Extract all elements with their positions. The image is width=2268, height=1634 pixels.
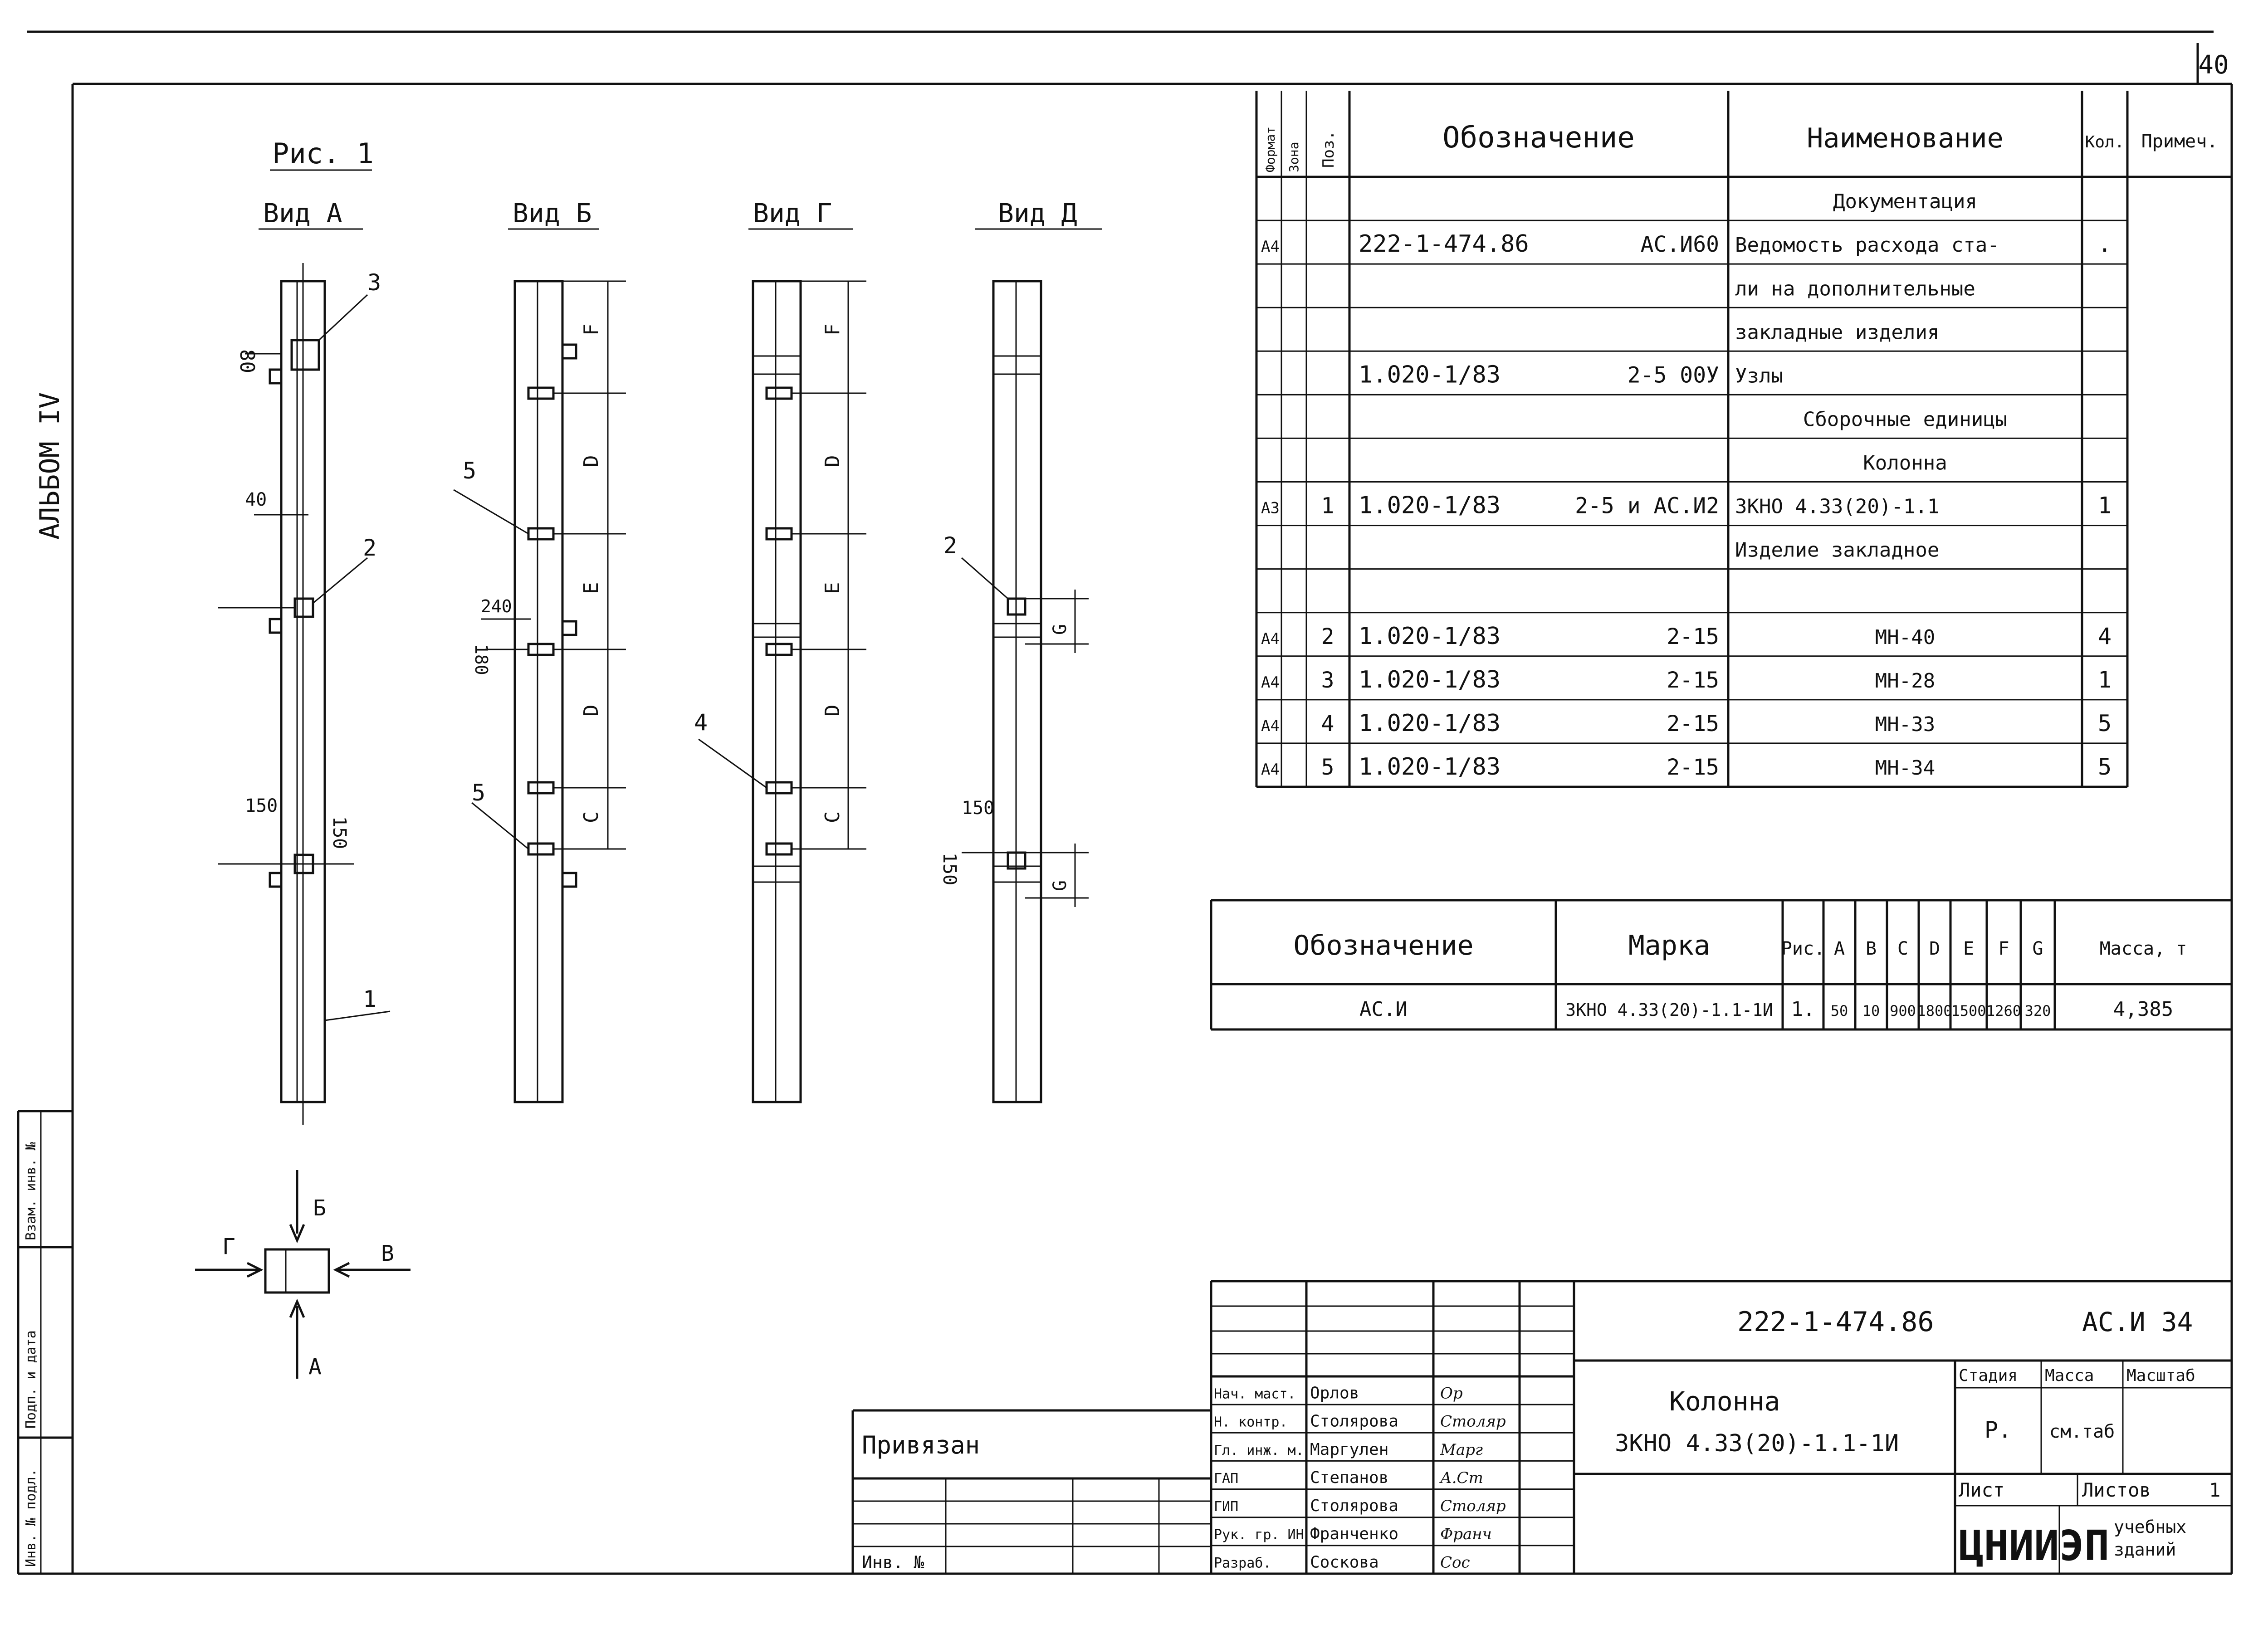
album-label: АЛЬБОМ IV [34, 392, 66, 540]
seg-g-d1: D [821, 455, 844, 467]
side-stamp [18, 1111, 73, 1574]
spec-cell-doc: 2-5 00У [1627, 362, 1719, 388]
seg-g-c: C [821, 811, 844, 823]
spec-cell-format: А4 [1261, 238, 1280, 256]
spec-cell-designation: 1.020-1/83 [1359, 666, 1501, 693]
tb-name: Франченко [1310, 1525, 1399, 1544]
title-sheet-label: Лист [1959, 1479, 2005, 1501]
tb-role: ГАП [1214, 1470, 1239, 1487]
spec-cell-designation: 1.020-1/83 [1359, 361, 1501, 389]
title-sheets: 1 [2209, 1479, 2221, 1501]
seg-d-g1: G [1050, 624, 1070, 635]
title-org-sub1: учебных [2114, 1517, 2187, 1537]
spec-cell-name: Документация [1833, 190, 1977, 214]
marks-value-cell: 50 [1830, 1002, 1848, 1019]
spec-cell-name: Узлы [1735, 364, 1783, 388]
privyazan-inv: Инв. № [862, 1552, 924, 1572]
spec-header-qty: Кол. [2085, 133, 2125, 151]
privyazan-block [853, 1410, 1211, 1574]
title-stage: Р. [1984, 1417, 2012, 1443]
spec-table [1256, 91, 2232, 787]
callout-4: 4 [694, 709, 708, 736]
callout-5-top: 5 [463, 458, 477, 484]
figure-title: Рис. 1 [272, 137, 374, 170]
tb-role: Рук. гр. ИН [1214, 1527, 1304, 1543]
marks-value-cell: АС.И [1359, 998, 1408, 1021]
marks-value-cell: 3КНО 4.33(20)-1.1-1И [1565, 1000, 1773, 1020]
spec-header-pos: Поз. [1320, 131, 1338, 168]
seg-b-f: F [580, 323, 603, 336]
side-stamp-sign-date: Подп. и дата [23, 1330, 39, 1429]
spec-cell-doc: 2-15 [1667, 624, 1719, 649]
marks-header-cell: E [1963, 938, 1975, 959]
column-view-a [218, 263, 390, 1125]
marks-value-cell: 1500 [1951, 1002, 1986, 1019]
tb-name: Степанов [1310, 1468, 1389, 1487]
callout-1: 1 [363, 986, 377, 1012]
marks-header-cell: G [2032, 938, 2043, 959]
title-code: 222-1-474.86 [1737, 1306, 1934, 1338]
dim-150-d1: 150 [962, 798, 995, 819]
tb-name: Маргулен [1310, 1440, 1389, 1459]
seg-g-f: F [821, 323, 844, 336]
seg-b-d2: D [580, 704, 603, 717]
side-stamp-replace: Взам. инв. № [23, 1142, 39, 1240]
tb-role: Н. контр. [1214, 1414, 1288, 1430]
title-org-sub2: зданий [2114, 1540, 2176, 1560]
arrow-label-b: Б [313, 1195, 326, 1221]
seg-b-c: C [580, 811, 603, 823]
seg-b-d1: D [580, 455, 603, 467]
spec-header-name: Наименование [1807, 122, 2004, 154]
spec-cell-pos: 5 [1321, 755, 1334, 780]
marks-header-cell: B [1865, 938, 1877, 959]
marks-header-cell: Обозначение [1293, 930, 1474, 961]
privyazan-label: Привязан [862, 1431, 980, 1459]
seg-g-d2: D [821, 704, 844, 717]
arrow-label-g: Г [222, 1234, 235, 1259]
marks-value-cell: 320 [2024, 1002, 2051, 1019]
tb-role: ГИП [1214, 1499, 1239, 1515]
spec-cell-name: МН-28 [1875, 669, 1936, 693]
marks-header-cell: F [1998, 938, 2009, 959]
sheet-number: 40 [2198, 50, 2229, 80]
marks-value-cell: 4,385 [2113, 998, 2174, 1021]
tb-name: Орлов [1310, 1384, 1359, 1403]
dim-240: 240 [481, 596, 512, 616]
spec-cell-name: МН-40 [1875, 625, 1936, 649]
marks-value-cell: 900 [1890, 1002, 1916, 1019]
marks-table [1211, 900, 2232, 1029]
marks-header-cell: Масса, т [2099, 938, 2187, 959]
column-view-b [454, 281, 626, 1102]
spec-cell-qty: 1 [2097, 492, 2112, 519]
tb-signature: Франч [1440, 1525, 1492, 1544]
title-mass: см.таб [2049, 1421, 2115, 1442]
tb-name: Столярова [1310, 1497, 1399, 1516]
spec-cell-format: А4 [1261, 717, 1280, 736]
dim-180: 180 [471, 644, 491, 675]
spec-cell-name: Сборочные единицы [1803, 408, 2008, 431]
title-mass-label: Масса [2045, 1366, 2094, 1385]
side-stamp-inv: Инв. № подл. [23, 1468, 39, 1567]
title-object-name: Колонна [1669, 1386, 1780, 1417]
spec-cell-designation: 1.020-1/83 [1359, 622, 1501, 650]
title-block [1211, 1281, 2232, 1574]
spec-cell-name: МН-34 [1875, 756, 1936, 780]
spec-cell-name: Изделие закладное [1735, 538, 1940, 562]
spec-cell-pos: 1 [1321, 493, 1334, 519]
spec-cell-qty: 5 [2097, 710, 2112, 737]
tb-signature: Ор [1440, 1384, 1463, 1403]
spec-cell-format: А4 [1261, 673, 1280, 692]
dim-40: 40 [245, 489, 267, 510]
title-object-mark: 3КНО 4.33(20)-1.1-1И [1615, 1430, 1899, 1457]
callout-2-view-d: 2 [943, 532, 958, 559]
tb-role: Нач. маст. [1214, 1386, 1296, 1402]
spec-cell-pos: 2 [1321, 624, 1334, 649]
arrow-label-a: А [308, 1354, 322, 1380]
column-view-g [694, 281, 866, 1102]
spec-cell-qty: 5 [2097, 754, 2112, 780]
tb-signature: Столяр [1440, 1497, 1506, 1516]
spec-cell-name: Ведомость расхода ста- [1735, 234, 1999, 257]
title-org: ЦНИИЭП [1959, 1522, 2110, 1570]
spec-cell-designation: 222-1-474.86 [1359, 230, 1529, 258]
spec-cell-name: закладные изделия [1735, 321, 1940, 344]
spec-cell-doc: 2-15 [1667, 667, 1719, 693]
tb-name: Соскова [1310, 1553, 1379, 1572]
spec-cell-doc: 2-15 [1667, 755, 1719, 780]
marks-header-cell: C [1897, 938, 1909, 959]
view-title-g: Вид Г [753, 198, 832, 229]
spec-header-designation: Обозначение [1442, 121, 1635, 155]
seg-b-e: E [580, 582, 603, 594]
tb-signature: Столяр [1440, 1412, 1506, 1431]
marks-value-cell: 1. [1791, 998, 1815, 1021]
spec-cell-qty: 1 [2097, 666, 2112, 693]
marks-header-cell: Марка [1628, 930, 1711, 961]
marks-value-cell: 1260 [1986, 1002, 2022, 1019]
sheet-frame [27, 32, 2232, 1574]
tb-role: Разраб. [1214, 1555, 1271, 1571]
spec-header-note: Примеч. [2141, 131, 2218, 152]
marks-value-cell: 1800 [1917, 1002, 1952, 1019]
arrow-label-v: В [381, 1241, 394, 1266]
tb-signature: Сос [1440, 1553, 1470, 1572]
figure-1 [195, 137, 1102, 1380]
title-sheet-code: АС.И 34 [2082, 1307, 2193, 1337]
spec-cell-doc: 2-15 [1667, 711, 1719, 737]
spec-cell-designation: 1.020-1/83 [1359, 710, 1501, 737]
view-title-b: Вид Б [513, 198, 592, 229]
callout-2-view-a: 2 [363, 535, 377, 561]
spec-cell-name: Колонна [1863, 451, 1947, 475]
title-scale-label: Масштаб [2126, 1366, 2195, 1385]
tb-signature: А.Ст [1440, 1468, 1483, 1487]
spec-cell-qty: 4 [2097, 623, 2112, 649]
spec-cell-designation: 1.020-1/83 [1359, 753, 1501, 781]
tb-role: Гл. инж. м. [1214, 1442, 1304, 1458]
spec-cell-doc: АС.И60 [1640, 232, 1719, 258]
spec-cell-name: МН-33 [1875, 713, 1936, 737]
spec-cell-qty: . [2097, 231, 2112, 258]
spec-header-zone: Зона [1286, 141, 1301, 172]
view-direction-plan [195, 1170, 411, 1380]
marks-header-cell: A [1833, 938, 1845, 959]
dim-150-a1: 150 [245, 795, 278, 816]
seg-g-e: E [821, 582, 844, 594]
spec-cell-name: ли на дополнительные [1735, 277, 1975, 301]
title-sheets-label: Листов [2082, 1479, 2151, 1501]
tb-name: Столярова [1310, 1412, 1399, 1431]
tb-signature: Марг [1440, 1440, 1483, 1459]
spec-cell-name: 3КНО 4.33(20)-1.1 [1735, 495, 1940, 518]
dim-150-a2: 150 [329, 816, 350, 849]
seg-d-g2: G [1050, 880, 1070, 891]
view-title-a: Вид А [263, 198, 342, 229]
title-stage-label: Стадия [1959, 1366, 2018, 1385]
spec-cell-doc: 2-5 и АС.И2 [1575, 493, 1719, 519]
dim-150-d2: 150 [939, 853, 960, 886]
column-view-d [939, 281, 1089, 1102]
spec-cell-designation: 1.020-1/83 [1359, 492, 1501, 519]
callout-5-bottom: 5 [472, 780, 486, 806]
marks-header-cell: Рис. [1781, 938, 1825, 959]
marks-value-cell: 10 [1862, 1002, 1880, 1019]
spec-cell-format: А4 [1261, 629, 1280, 648]
view-title-d: Вид Д [998, 198, 1077, 229]
spec-cell-format: А4 [1261, 761, 1280, 779]
spec-cell-pos: 4 [1321, 711, 1334, 737]
dim-80: 80 [235, 349, 259, 373]
spec-cell-pos: 3 [1321, 667, 1334, 693]
spec-cell-format: А3 [1261, 499, 1280, 517]
callout-3: 3 [367, 269, 381, 296]
spec-header-format: Формат [1263, 126, 1278, 172]
marks-header-cell: D [1929, 938, 1941, 959]
